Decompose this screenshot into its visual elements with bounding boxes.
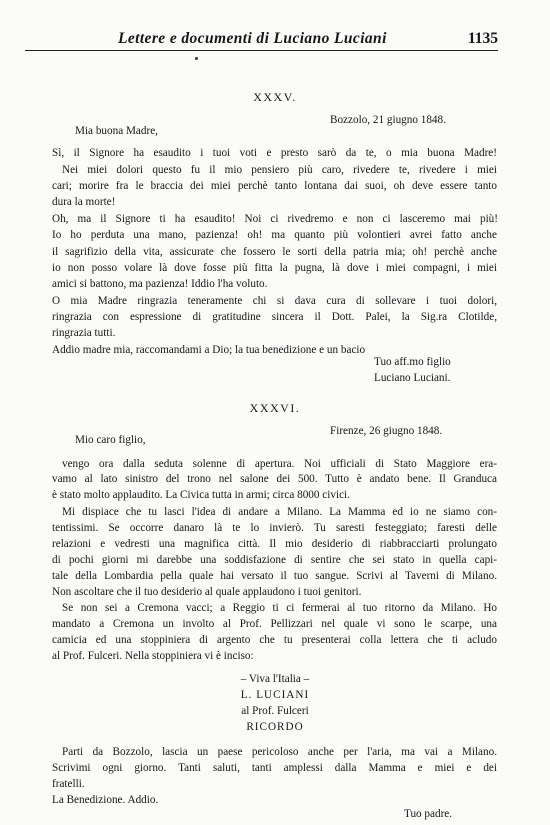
print-speck bbox=[195, 57, 198, 60]
header-rule bbox=[25, 50, 498, 51]
letter-36-line: Mi dispiace che tu lasci l'idea di andare a Milano. La Mamma ed io ne siamo con- bbox=[62, 506, 497, 518]
inscription-line: al Prof. Fulceri bbox=[241, 705, 309, 717]
letter-35-line: Nei miei dolori questo fu il mio pensiero più caro, rivedere te, rivedere i miei bbox=[62, 164, 497, 176]
header-title: Lettere e documenti di Luciano Luciani bbox=[118, 30, 387, 47]
letter-36-line: vamo al lato sinistro del trono nel salone dei 500. Tutto è andato bene. Il Granduca bbox=[52, 473, 497, 485]
letter-36-after-line: Parti da Bozzolo, lascia un paese pericoloso anche per l'aria, ma vai a Milano. bbox=[62, 746, 497, 758]
letter-35-numeral: XXXV. bbox=[253, 90, 297, 104]
letter-35-line: Oh, ma il Signore ti ha esaudito! Noi ci rivedremo e non ci lasceremo mai più! bbox=[52, 213, 498, 225]
letter-35-line: io non posso volare là dove fosse più fitta la pugna, là dove i miei compagni, i miei bbox=[52, 262, 497, 274]
letter-35-salutation: Mia buona Madre, bbox=[75, 125, 158, 137]
letter-35-line: amici si battono, ma pazienza! Iddio l'ha voluto. bbox=[52, 278, 268, 290]
page-number: 1135 bbox=[467, 30, 498, 47]
letter-35-closing: Luciano Luciani. bbox=[374, 372, 451, 384]
letter-35-line: ringrazia tutti. bbox=[52, 327, 116, 339]
letter-35-line: cari; morire fra le braccia dei miei perchè tanto lontana dai suoi, oh deve essere tanto bbox=[52, 180, 497, 192]
letter-36-after-line: fratelli. bbox=[52, 778, 85, 790]
letter-36-line: al Prof. Fulceri. Nella stoppiniera vi è inciso: bbox=[52, 650, 254, 662]
letter-36-line: è stato molto applaudito. La Civica tutta in armi; circa 8000 civici. bbox=[52, 489, 350, 501]
letter-36-signature: Tuo padre. bbox=[404, 808, 453, 820]
letter-35-line: ringrazia con espressione di gratitudine sincera il Dott. Palei, la Sig.ra Clotilde, bbox=[52, 311, 497, 323]
letter-36-place-date: Firenze, 26 giugno 1848. bbox=[330, 425, 443, 437]
running-header bbox=[118, 30, 498, 50]
letter-36-numeral: XXXVI. bbox=[249, 401, 301, 415]
letter-35-line: Io ho perduta una mano, pazienza! oh! ma quanto più volontieri avrei fatto anche bbox=[52, 229, 497, 241]
letter-35-line: il sagrifizio della vita, assicurate che fossero le sorti della patria mia; oh! perchè anche bbox=[52, 246, 497, 258]
inscription-line: – Viva l'Italia – bbox=[240, 673, 310, 685]
letter-35-line: O mia Madre ringrazia teneramente chi si dava cura di sollevare i tuoi dolori, bbox=[52, 295, 497, 307]
letter-36-line: Non ascoltare che il tuo desiderio al quale applaudono i tuoi genitori. bbox=[52, 586, 362, 598]
letter-36-line: tentissimi. Se occorre danaro là te lo invierò. Tu saresti festeggiato; faresti delle bbox=[52, 522, 497, 534]
inscription-line: L. LUCIANI bbox=[240, 689, 310, 701]
letter-36-line: tale della Lombardia pella quale hai versato il tuo sangue. Scrivi al Taverni di Milano. bbox=[52, 570, 497, 582]
letter-36-after-line: La Benedizione. Addio. bbox=[52, 794, 159, 806]
letter-36-line: di pochi giorni mi darebbe una soddisfazione di sentire che sei stato in quella capi- bbox=[52, 554, 497, 566]
letter-35-line: Sì, il Signore ha esaudito i tuoi voti e presto sarò da te, o mia buona Madre! bbox=[52, 147, 497, 159]
letter-36-after-line: Scrivimi ogni giorno. Tanti saluti, tanti amplessi dalla Mamma e miei e dei bbox=[52, 762, 497, 774]
letter-35-line: Addio madre mia, raccomandami a Dio; la tua benedizione e un bacio bbox=[52, 344, 366, 356]
letter-36-line: camicia ed una stoppiniera di argento che tu presenterai colla lettera che ti acludo bbox=[52, 634, 497, 646]
letter-36-salutation: Mio caro figlio, bbox=[75, 434, 146, 446]
letter-36-line: vengo ora dalla seduta solenne di apertura. Noi ufficiali di Stato Maggiore era- bbox=[62, 458, 497, 470]
letter-36-line: mandato a Cremona un involto al Prof. Pellizzari nel quale vi sono le scarpe, una bbox=[52, 618, 497, 630]
letter-35-closing: Tuo aff.mo figlio bbox=[374, 356, 451, 368]
letter-35-line: dura la morte! bbox=[52, 196, 116, 208]
letter-36-line: relazioni e vedresti una magnifica città. Il mio desiderio di riabbracciarti prolungato bbox=[52, 538, 497, 550]
inscription-line: RICORDO bbox=[246, 721, 304, 733]
letter-36-line: Se non sei a Cremona vacci; a Reggio ti ci fermerai al tuo ritorno da Milano. Ho bbox=[62, 602, 497, 614]
letter-35-place-date: Bozzolo, 21 giugno 1848. bbox=[330, 114, 446, 126]
